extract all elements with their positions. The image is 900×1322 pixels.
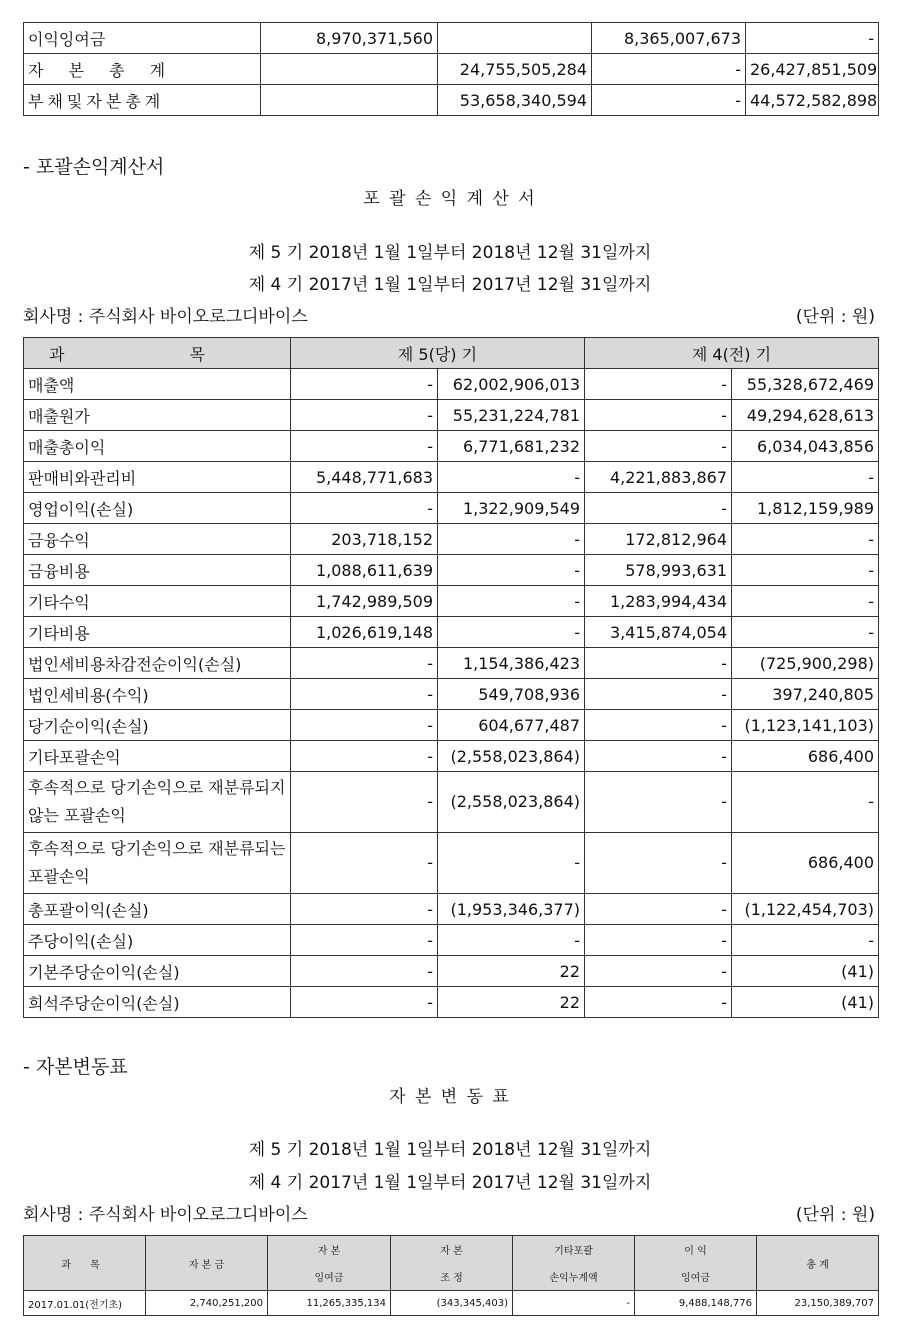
cell: - xyxy=(732,772,879,833)
cell: 172,812,964 xyxy=(585,524,732,555)
cell: (725,900,298) xyxy=(732,648,879,679)
table-row xyxy=(24,617,879,648)
cell: - xyxy=(585,987,732,1018)
equity-statement-table xyxy=(23,1235,879,1316)
table-row xyxy=(24,741,879,772)
cell: - xyxy=(291,833,438,894)
cell: - xyxy=(585,679,732,710)
table-row xyxy=(24,648,879,679)
cell: - xyxy=(291,987,438,1018)
cell: - xyxy=(438,617,585,648)
table-row xyxy=(24,772,879,833)
cell: 44,572,582,898 xyxy=(746,85,879,116)
cell xyxy=(438,23,592,54)
header-capital: 자 본 금 xyxy=(146,1236,268,1291)
income-statement-title: 포 괄 손 익 계 산 서 xyxy=(363,189,537,209)
table-row xyxy=(24,956,879,987)
cell: - xyxy=(438,586,585,617)
row-label: 후속적으로 당기손익으로 재분류되는 포괄손익 xyxy=(24,833,291,894)
cell: - xyxy=(438,833,585,894)
cell xyxy=(261,85,438,116)
cell: - xyxy=(438,462,585,493)
cell: - xyxy=(585,710,732,741)
cell: 1,322,909,549 xyxy=(438,493,585,524)
header-account: 과 목 xyxy=(24,1236,146,1291)
cell: 4,221,883,867 xyxy=(585,462,732,493)
cell: (343,345,403) xyxy=(391,1291,513,1316)
table-row xyxy=(24,555,879,586)
cell: 62,002,906,013 xyxy=(438,369,585,400)
table-row xyxy=(24,586,879,617)
table-row xyxy=(24,493,879,524)
cell: 1,154,386,423 xyxy=(438,648,585,679)
table-header-row xyxy=(24,1236,879,1264)
cell: 49,294,628,613 xyxy=(732,400,879,431)
cell: - xyxy=(438,555,585,586)
cell: - xyxy=(585,493,732,524)
cell: - xyxy=(291,431,438,462)
row-label: 희석주당순이익(손실) xyxy=(24,987,291,1018)
header-oci-line2: 손익누계액 xyxy=(513,1263,635,1291)
cell: - xyxy=(585,431,732,462)
table-row xyxy=(24,894,879,925)
cell: - xyxy=(585,772,732,833)
header-surplus-line1: 자 본 xyxy=(268,1236,391,1264)
cell: 604,677,487 xyxy=(438,710,585,741)
row-label: 이익잉여금 xyxy=(24,23,261,54)
cell: - xyxy=(291,772,438,833)
row-label: 당기순이익(손실) xyxy=(24,710,291,741)
balance-sheet-tail-table xyxy=(23,22,879,116)
header-adjust-line2: 조 정 xyxy=(391,1263,513,1291)
cell: 549,708,936 xyxy=(438,679,585,710)
cell: 686,400 xyxy=(732,833,879,894)
cell: 1,088,611,639 xyxy=(291,555,438,586)
row-label: 2017.01.01(전기초) xyxy=(24,1291,146,1316)
cell: - xyxy=(291,400,438,431)
cell: - xyxy=(291,648,438,679)
cell: (41) xyxy=(732,956,879,987)
cell: 55,328,672,469 xyxy=(732,369,879,400)
cell: (2,558,023,864) xyxy=(438,741,585,772)
row-label: 매출원가 xyxy=(24,400,291,431)
cell: (41) xyxy=(732,987,879,1018)
cell: 1,812,159,989 xyxy=(732,493,879,524)
cell: 1,026,619,148 xyxy=(291,617,438,648)
cell: - xyxy=(585,894,732,925)
cell: - xyxy=(585,648,732,679)
table-row xyxy=(24,987,879,1018)
header-prior: 제 4(전) 기 xyxy=(585,338,879,369)
cell: - xyxy=(585,369,732,400)
cell: (1,123,141,103) xyxy=(732,710,879,741)
header-account: 과 목 xyxy=(24,338,291,369)
row-label: 매출총이익 xyxy=(24,431,291,462)
table-row xyxy=(24,833,879,894)
company-name: 회사명 : 주식회사 바이오로그디바이스 xyxy=(23,307,308,327)
cell: 3,415,874,054 xyxy=(585,617,732,648)
table-row xyxy=(24,679,879,710)
table-row xyxy=(24,54,879,85)
cell: - xyxy=(732,586,879,617)
cell: 23,150,389,707 xyxy=(757,1291,879,1316)
equity-section-heading: - 자본변동표 xyxy=(23,1056,128,1078)
table-row xyxy=(24,400,879,431)
row-label: 매출액 xyxy=(24,369,291,400)
table-row xyxy=(24,369,879,400)
table-row xyxy=(24,431,879,462)
cell: 1,283,994,434 xyxy=(585,586,732,617)
cell: - xyxy=(291,369,438,400)
row-label: 부채및자본총계 xyxy=(24,85,261,116)
header-current: 제 5(당) 기 xyxy=(291,338,585,369)
cell: 203,718,152 xyxy=(291,524,438,555)
cell: (2,558,023,864) xyxy=(438,772,585,833)
cell: 9,488,148,776 xyxy=(635,1291,757,1316)
row-label: 법인세비용(수익) xyxy=(24,679,291,710)
cell: - xyxy=(592,54,746,85)
cell: (1,953,346,377) xyxy=(438,894,585,925)
cell: 53,658,340,594 xyxy=(438,85,592,116)
cell: 22 xyxy=(438,956,585,987)
row-label: 자 본 총 계 xyxy=(24,54,261,85)
row-label: 기타포괄손익 xyxy=(24,741,291,772)
row-label: 기본주당순이익(손실) xyxy=(24,956,291,987)
header-total: 총 계 xyxy=(757,1236,879,1291)
table-row xyxy=(24,23,879,54)
income-section-heading: - 포괄손익계산서 xyxy=(23,156,165,178)
cell: - xyxy=(732,524,879,555)
cell: - xyxy=(291,710,438,741)
equity-unit-label: (단위 : 원) xyxy=(795,1205,875,1225)
cell: 578,993,631 xyxy=(585,555,732,586)
cell: 6,034,043,856 xyxy=(732,431,879,462)
cell: - xyxy=(438,925,585,956)
row-label: 영업이익(손실) xyxy=(24,493,291,524)
header-surplus-line2: 잉여금 xyxy=(268,1263,391,1291)
income-statement-body xyxy=(24,369,879,1018)
cell: - xyxy=(585,925,732,956)
table-row xyxy=(24,85,879,116)
cell: - xyxy=(592,85,746,116)
cell xyxy=(261,54,438,85)
header-oci-line1: 기타포괄 xyxy=(513,1236,635,1264)
cell: 6,771,681,232 xyxy=(438,431,585,462)
cell: - xyxy=(513,1291,635,1316)
table-header-row xyxy=(24,338,879,369)
cell: - xyxy=(585,741,732,772)
cell: - xyxy=(746,23,879,54)
unit-label: (단위 : 원) xyxy=(795,307,875,327)
cell: 55,231,224,781 xyxy=(438,400,585,431)
row-label: 법인세비용차감전순이익(손실) xyxy=(24,648,291,679)
cell: - xyxy=(585,956,732,987)
cell: - xyxy=(438,524,585,555)
cell: - xyxy=(732,462,879,493)
row-label: 금융수익 xyxy=(24,524,291,555)
cell: - xyxy=(291,956,438,987)
row-label: 주당이익(손실) xyxy=(24,925,291,956)
cell: 26,427,851,509 xyxy=(746,54,879,85)
cell: (1,122,454,703) xyxy=(732,894,879,925)
row-label: 기타수익 xyxy=(24,586,291,617)
cell: - xyxy=(291,493,438,524)
equity-statement-title: 자 본 변 동 표 xyxy=(389,1087,511,1107)
cell: - xyxy=(291,679,438,710)
cell: 1,742,989,509 xyxy=(291,586,438,617)
row-label: 금융비용 xyxy=(24,555,291,586)
header-retained-line2: 잉여금 xyxy=(635,1263,757,1291)
table-row xyxy=(24,524,879,555)
cell: 686,400 xyxy=(732,741,879,772)
equity-company-name: 회사명 : 주식회사 바이오로그디바이스 xyxy=(23,1205,308,1225)
table-row xyxy=(24,1291,879,1316)
period-current: 제 5 기 2018년 1월 1일부터 2018년 12월 31일까지 xyxy=(248,243,652,263)
header-adjust-line1: 자 본 xyxy=(391,1236,513,1264)
cell: - xyxy=(585,833,732,894)
cell: - xyxy=(585,400,732,431)
row-label: 후속적으로 당기손익으로 재분류되지 않는 포괄손익 xyxy=(24,772,291,833)
cell: - xyxy=(291,925,438,956)
table-row xyxy=(24,462,879,493)
row-label: 기타비용 xyxy=(24,617,291,648)
cell: 11,265,335,134 xyxy=(268,1291,391,1316)
cell: 2,740,251,200 xyxy=(146,1291,268,1316)
period-prior: 제 4 기 2017년 1월 1일부터 2017년 12월 31일까지 xyxy=(248,275,652,295)
table-row xyxy=(24,925,879,956)
cell: - xyxy=(291,894,438,925)
table-row xyxy=(24,710,879,741)
header-retained-line1: 이 익 xyxy=(635,1236,757,1264)
cell: 8,365,007,673 xyxy=(592,23,746,54)
cell: - xyxy=(732,617,879,648)
cell: - xyxy=(291,741,438,772)
equity-period-prior: 제 4 기 2017년 1월 1일부터 2017년 12월 31일까지 xyxy=(248,1173,652,1193)
cell: 8,970,371,560 xyxy=(261,23,438,54)
cell: 5,448,771,683 xyxy=(291,462,438,493)
cell: - xyxy=(732,555,879,586)
cell: 22 xyxy=(438,987,585,1018)
row-label: 총포괄이익(손실) xyxy=(24,894,291,925)
cell: 397,240,805 xyxy=(732,679,879,710)
cell: - xyxy=(732,925,879,956)
income-statement-table xyxy=(23,337,879,1018)
cell: 24,755,505,284 xyxy=(438,54,592,85)
row-label: 판매비와관리비 xyxy=(24,462,291,493)
equity-period-current: 제 5 기 2018년 1월 1일부터 2018년 12월 31일까지 xyxy=(248,1140,652,1160)
